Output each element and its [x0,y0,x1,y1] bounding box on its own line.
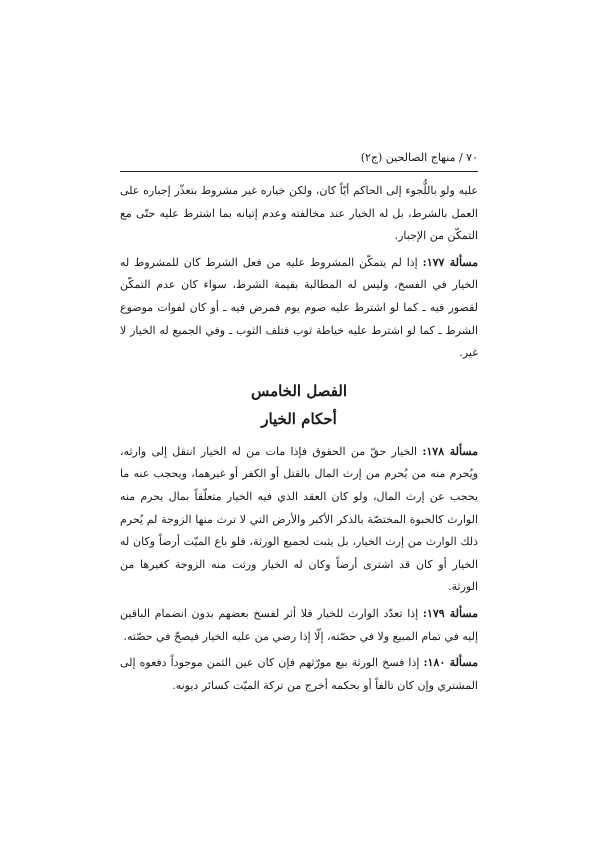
page-body [120,180,478,697]
section-title: أحكام الخيار [261,409,337,428]
issue-179 [120,603,478,648]
issue-text: إذا فسخ الورثة بيع مورّثهم فإن كان عين الثمن موجوداً دفعوه إلى المشتري وإن كان تالفاً أو بحكمه أخرج من تركة الميّت كسائر ديونه. [120,656,478,692]
issue-180 [120,652,478,697]
paragraph-text: عليه ولو باللُّجوء إلى الحاكم أيّاً كان، ولكن خياره غير مشروط بتعذّر إجباره على العمل بالشرط، بل له الخيار عند مخالفته وعدم إتيانه بما اشترط عليه حتّى مع التمكّن من الإجبار. [120,184,478,243]
issue-178 [120,441,478,599]
chapter-title: الفصل الخامس [250,381,348,400]
issue-text: إذا لم يتمكّن المشروط عليه من فعل الشرط كان للمشروط له الخيار في الفسخ، وليس له المطالبة بقيمة الشرط، سواء كان عدم التمكّن لقصور فيه ـ كما لو اشترط عليه صوم يوم فمرض فيه ـ أو كان لفوات موضوع الشرط ـ كما لو اشترط عليه خياطة ثوب فتلف الثوب ـ وفي الجميع له الخيار لا غير. [120,255,478,360]
issue-text: إذا تعدّد الوارث للخيار فلا أثر لفسخ بعضهم بدون انضمام الباقين إليه في تمام المبيع ولا في حصّته، إلّا إذا رضي من عليه الخيار فيصحّ في حصّته. [120,606,478,643]
issue-label: مسألة ١٨٠: [423,656,478,670]
issue-label: مسألة ١٧٧: [422,255,478,269]
issue-label: مسألة ١٧٨: [422,444,478,458]
header-rule [120,171,478,172]
paragraph-continuation [120,180,478,248]
issue-label: مسألة ١٧٩: [422,606,478,620]
issue-177 [120,252,478,365]
running-head: ٧٠ / منهاج الصالحين (ج٢) [360,151,478,164]
issue-text: الخيار حقّ من الحقوق فإذا مات من له الخيار انتقل إلى وارثه، ويُحرم منه من يُحرم من إرث المال بالقتل أو الكفر أو غيرهما، ويحجب عنه ما يحجب عن إرث المال، ولو كان العقد الذي فيه الخيار متعلّقاً بمال يحرم منه الوارث كالحبوة المختصّة بالذكر الأكبر والأرض التي لا ترث منها الزوجة لم يُحرم ذلك الوارث من إرث الخيار، بل يثبت لجميع الورثة، فلو باع الميّت أرضاً وكان له الخيار أو كان قد اشترى أرضاً وكان له الخيار ورثت منه الزوجة كغيرها من الورثة. [120,444,478,594]
